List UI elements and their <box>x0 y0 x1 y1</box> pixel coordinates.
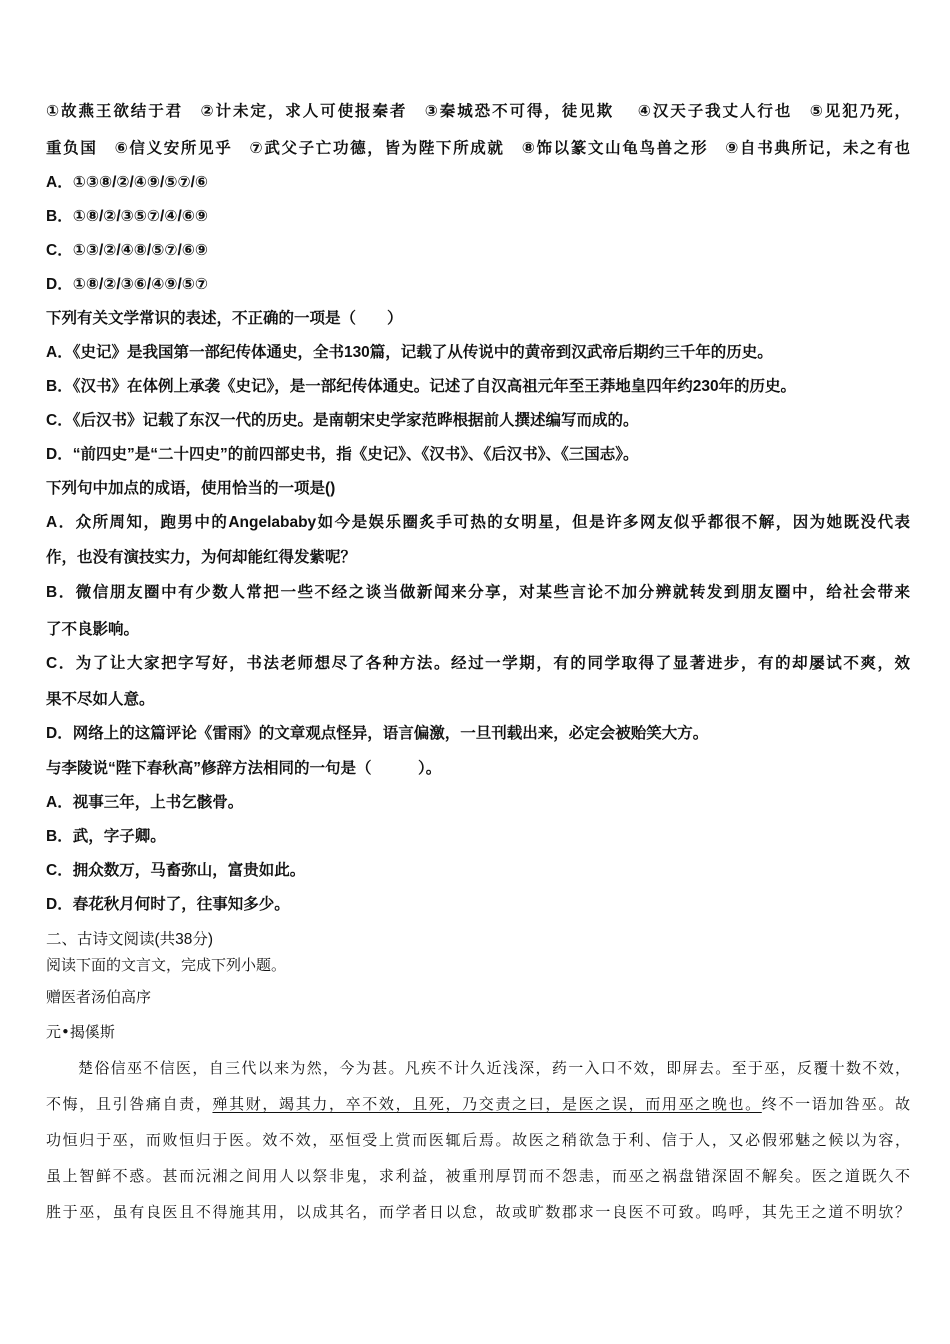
idiom-option-b-line-1: B．微信朋友圈中有少数人常把一些不经之谈当做新闻来分享，对某些言论不加分辨就转发到朋友圈中，给社会带来 <box>46 584 910 601</box>
order-option-c: C．①③/②/④⑧/⑤⑦/⑥⑨ <box>46 242 209 259</box>
passage-title: 赠医者汤伯高序 <box>46 988 152 1006</box>
rhetoric-option-d: D．春花秋月何时了，往事知多少。 <box>46 896 290 913</box>
section-heading: 二、古诗文阅读(共38分) <box>46 931 214 948</box>
passage-author: 元•揭傒斯 <box>46 1023 115 1041</box>
rhetoric-question-stem: 与李陵说“陛下春秋高”修辞方法相同的一句是（ ）。 <box>46 760 442 777</box>
passage-line-2-end: 终不一语加咎巫。故 <box>761 1095 910 1113</box>
order-items-line-1: ①故燕王欲结于君 ②计未定，求人可使报秦者 ③秦城恐不可得，徒见欺 ④汉天子我丈人行也 ⑤见犯乃死， <box>46 103 910 120</box>
underlined-sentence: 殚其财，竭其力，卒不效，且死，乃交责之曰，是医之误，而用巫之晚也。 <box>212 1095 762 1113</box>
passage-line-4: 虽上智鲜不惑。甚而沅湘之间用人以祭非鬼，求利益，被重刑厚罚而不怨恚，而巫之祸盘错深固不解矣。医之道既久不 <box>46 1167 910 1185</box>
idiom-option-b-line-2: 了不良影响。 <box>46 621 140 638</box>
rhetoric-option-b: B．武，字子卿。 <box>46 828 166 845</box>
passage-line-1: 楚俗信巫不信医，自三代以来为然，今为甚。凡疾不计久近浅深，药一入口不效，即屏去。至于巫，反覆十数不效， <box>78 1059 910 1077</box>
literature-question-stem: 下列有关文学常识的表述，不正确的一项是（ ） <box>46 310 403 327</box>
passage-line-2 <box>46 1093 910 1115</box>
literature-option-c: C．《后汉书》记载了东汉一代的历史。是南朝宋史学家范晔根据前人撰述编写而成的。 <box>46 412 639 429</box>
rhetoric-option-c: C．拥众数万，马畜弥山，富贵如此。 <box>46 862 306 879</box>
passage-line-3: 功恒归于巫，而败恒归于医。效不效，巫恒受上赏而医辄后焉。故医之稍欲急于利、信于人，又必假邪魅之候以为容， <box>46 1131 910 1149</box>
idiom-option-d: D．网络上的这篇评论《雷雨》的文章观点怪异，语言偏激，一旦刊载出来，必定会被贻笑大方。 <box>46 725 709 742</box>
literature-option-d: D．“前四史”是“二十四史”的前四部史书，指《史记》、《汉书》、《后汉书》、《三国志》。 <box>46 446 639 463</box>
literature-option-a: A．《史记》是我国第一部纪传体通史，全书130篇，记载了从传说中的黄帝到汉武帝后期约三千年的历史。 <box>46 344 773 361</box>
section-instruction: 阅读下面的文言文，完成下列小题。 <box>46 956 287 974</box>
idiom-option-c-line-1: C．为了让大家把字写好，书法老师想尽了各种方法。经过一学期，有的同学取得了显著进步，有的却屡试不爽，效 <box>46 655 910 672</box>
order-items-line-2: 重负国 ⑥信义安所见乎 ⑦武父子亡功德，皆为陛下所成就 ⑧饰以篆文山龟鸟兽之形 ⑨自书典所记，未之有也 <box>46 140 910 157</box>
order-option-b: B．①⑧/②/③⑤⑦/④/⑥⑨ <box>46 208 209 225</box>
rhetoric-option-a: A．视事三年，上书乞骸骨。 <box>46 794 244 811</box>
literature-option-b: B．《汉书》在体例上承袭《史记》，是一部纪传体通史。记述了自汉高祖元年至王莽地皇四年约230年的历史。 <box>46 378 797 395</box>
passage-line-2-start: 不悔，且引咎痛自责， <box>46 1095 213 1113</box>
passage-line-5: 胜于巫，虽有良医且不得施其用，以成其名，而学者日以怠，故或旷数郡求一良医不可致。呜呼，其先王之道不明欤？ <box>46 1203 910 1221</box>
order-option-d: D．①⑧/②/③⑥/④⑨/⑤⑦ <box>46 276 209 293</box>
idiom-option-a-line-1: A．众所周知，跑男中的Angelababy如今是娱乐圈炙手可热的女明星，但是许多网友似乎都很不解，因为她既没代表 <box>46 514 910 531</box>
idiom-question-stem: 下列句中加点的成语，使用恰当的一项是() <box>46 480 336 497</box>
idiom-option-a-line-2: 作，也没有演技实力，为何却能红得发紫呢？ <box>46 549 357 566</box>
idiom-option-c-line-2: 果不尽如人意。 <box>46 691 155 708</box>
order-option-a: A．①③⑧/②/④⑨/⑤⑦/⑥ <box>46 174 209 191</box>
